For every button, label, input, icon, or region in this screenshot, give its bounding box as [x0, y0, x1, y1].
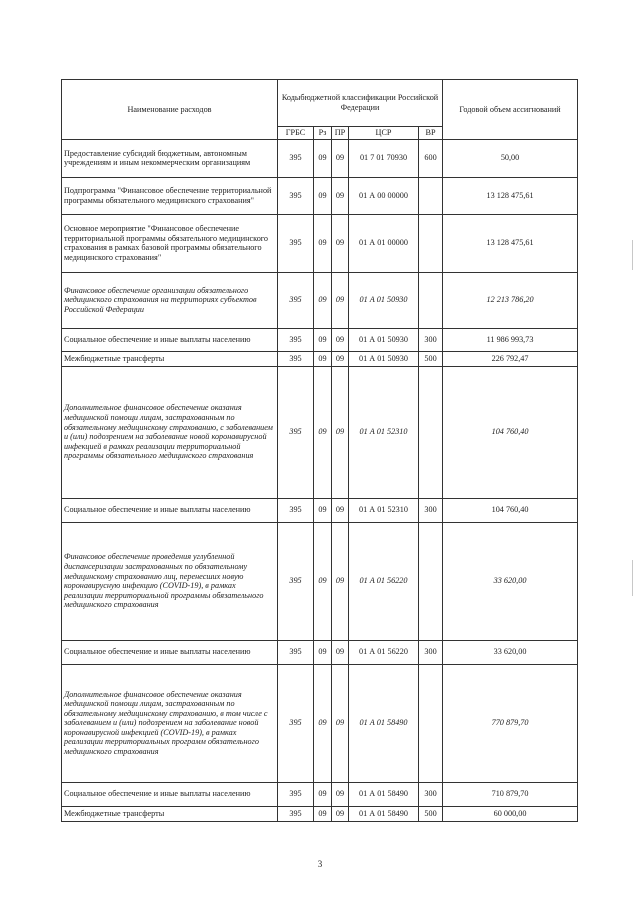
rz-code: 09 — [314, 522, 332, 640]
header-grbs: ГРБС — [278, 127, 314, 140]
vr-code — [419, 214, 443, 272]
amount: 33 620,00 — [443, 522, 578, 640]
header-volume: Годовой объем ассигнований — [443, 80, 578, 140]
header-vr: ВР — [419, 127, 443, 140]
vr-code: 600 — [419, 139, 443, 177]
pr-code: 09 — [332, 177, 349, 214]
table-row — [62, 522, 578, 640]
csr-code: 01 А 01 50930 — [349, 272, 419, 328]
grbs-code: 395 — [278, 498, 314, 522]
pr-code: 09 — [332, 664, 349, 782]
rz-code: 09 — [314, 806, 332, 821]
table-header — [62, 80, 578, 140]
table-row — [62, 328, 578, 351]
table-row — [62, 351, 578, 366]
csr-code: 01 А 01 58490 — [349, 782, 419, 806]
grbs-code: 395 — [278, 351, 314, 366]
rz-code: 09 — [314, 139, 332, 177]
vr-code: 500 — [419, 806, 443, 821]
grbs-code: 395 — [278, 522, 314, 640]
amount: 11 986 993,73 — [443, 328, 578, 351]
table-row — [62, 272, 578, 328]
rz-code: 09 — [314, 328, 332, 351]
grbs-code: 395 — [278, 328, 314, 351]
table-row — [62, 498, 578, 522]
pr-code: 09 — [332, 782, 349, 806]
table-row — [62, 366, 578, 498]
amount: 12 213 786,20 — [443, 272, 578, 328]
rz-code: 09 — [314, 664, 332, 782]
csr-code: 01 А 01 50930 — [349, 328, 419, 351]
vr-code: 300 — [419, 640, 443, 664]
table-row — [62, 214, 578, 272]
row-name: Социальное обеспечение и иные выплаты населению — [62, 782, 278, 806]
grbs-code: 395 — [278, 782, 314, 806]
csr-code: 01 А 01 56220 — [349, 640, 419, 664]
vr-code — [419, 522, 443, 640]
vr-code: 300 — [419, 328, 443, 351]
vr-code — [419, 272, 443, 328]
header-pr: ПР — [332, 127, 349, 140]
vr-code — [419, 664, 443, 782]
grbs-code: 395 — [278, 640, 314, 664]
amount: 13 128 475,61 — [443, 177, 578, 214]
row-name: Социальное обеспечение и иные выплаты населению — [62, 328, 278, 351]
table-row — [62, 177, 578, 214]
pr-code: 09 — [332, 139, 349, 177]
row-name: Предоставление субсидий бюджетным, автономным учреждениям и иным некоммерческим организациям — [62, 139, 278, 177]
row-name: Социальное обеспечение и иные выплаты населению — [62, 640, 278, 664]
pr-code: 09 — [332, 498, 349, 522]
header-name: Наименование расходов — [62, 80, 278, 140]
grbs-code: 395 — [278, 139, 314, 177]
header-csr: ЦСР — [349, 127, 419, 140]
table-row — [62, 664, 578, 782]
header-codes: Кодыбюджетной классификации Российской Федерации — [278, 80, 443, 127]
amount: 104 760,40 — [443, 366, 578, 498]
vr-code: 300 — [419, 498, 443, 522]
row-name: Социальное обеспечение и иные выплаты населению — [62, 498, 278, 522]
row-name: Дополнительное финансовое обеспечение оказания медицинской помощи лицам, застрахованным по обязательному медицинскому страхованию, с заболеванием и (или) подозрением на заболевание новой коронавирусной инфекцией в рамках реализации территориальной программы обязательного медицинского страхования — [62, 366, 278, 498]
table-row — [62, 640, 578, 664]
csr-code: 01 А 01 56220 — [349, 522, 419, 640]
table-body — [62, 139, 578, 821]
vr-code: 500 — [419, 351, 443, 366]
amount: 226 792,47 — [443, 351, 578, 366]
amount: 60 000,00 — [443, 806, 578, 821]
amount: 104 760,40 — [443, 498, 578, 522]
scan-edge-mark — [632, 560, 633, 596]
amount: 13 128 475,61 — [443, 214, 578, 272]
row-name: Дополнительное финансовое обеспечение оказания медицинской помощи лицам, застрахованным по обязательному медицинскому страхованию, в том числе с заболеванием и (или) подозрением на заболевание новой коронавирусной инфекцией (COVID-19), в рамках реализации территориальных программ обязательного медицинского страхования — [62, 664, 278, 782]
rz-code: 09 — [314, 177, 332, 214]
csr-code: 01 А 01 52310 — [349, 366, 419, 498]
header-rz: Рз — [314, 127, 332, 140]
amount: 770 879,70 — [443, 664, 578, 782]
vr-code — [419, 177, 443, 214]
row-name: Основное мероприятие "Финансовое обеспечение территориальной программы обязательного медицинского страхования в рамках базовой программы обязательного медицинского страхования" — [62, 214, 278, 272]
pr-code: 09 — [332, 351, 349, 366]
rz-code: 09 — [314, 366, 332, 498]
vr-code — [419, 366, 443, 498]
grbs-code: 395 — [278, 177, 314, 214]
row-name: Межбюджетные трансферты — [62, 351, 278, 366]
rz-code: 09 — [314, 351, 332, 366]
csr-code: 01 А 00 00000 — [349, 177, 419, 214]
table-row — [62, 806, 578, 821]
rz-code: 09 — [314, 498, 332, 522]
pr-code: 09 — [332, 328, 349, 351]
csr-code: 01 А 01 52310 — [349, 498, 419, 522]
pr-code: 09 — [332, 522, 349, 640]
pr-code: 09 — [332, 366, 349, 498]
pr-code: 09 — [332, 640, 349, 664]
vr-code: 300 — [419, 782, 443, 806]
csr-code: 01 А 01 50930 — [349, 351, 419, 366]
amount: 33 620,00 — [443, 640, 578, 664]
rz-code: 09 — [314, 214, 332, 272]
table-row — [62, 782, 578, 806]
row-name: Финансовое обеспечение организации обязательного медицинского страхования на территориях субъектов Российской Федерации — [62, 272, 278, 328]
rz-code: 09 — [314, 272, 332, 328]
scan-edge-mark — [632, 240, 633, 270]
rz-code: 09 — [314, 640, 332, 664]
amount: 50,00 — [443, 139, 578, 177]
rz-code: 09 — [314, 782, 332, 806]
table-row — [62, 139, 578, 177]
amount: 710 879,70 — [443, 782, 578, 806]
pr-code: 09 — [332, 806, 349, 821]
csr-code: 01 А 01 58490 — [349, 806, 419, 821]
row-name: Подпрограмма "Финансовое обеспечение территориальной программы обязательного медицинского страхования" — [62, 177, 278, 214]
page-number: 3 — [317, 859, 323, 869]
csr-code: 01 А 01 58490 — [349, 664, 419, 782]
grbs-code: 395 — [278, 214, 314, 272]
row-name: Межбюджетные трансферты — [62, 806, 278, 821]
grbs-code: 395 — [278, 366, 314, 498]
grbs-code: 395 — [278, 664, 314, 782]
budget-table — [61, 79, 578, 822]
csr-code: 01 7 01 70930 — [349, 139, 419, 177]
row-name: Финансовое обеспечение проведения углубленной диспансеризации застрахованных по обязательному медицинскому страхованию лиц, перенесших новую коронавирусную инфекцию (COVID-19), в рамках реализации территориальной программы обязательного медицинского страхования — [62, 522, 278, 640]
pr-code: 09 — [332, 214, 349, 272]
csr-code: 01 А 01 00000 — [349, 214, 419, 272]
pr-code: 09 — [332, 272, 349, 328]
grbs-code: 395 — [278, 272, 314, 328]
grbs-code: 395 — [278, 806, 314, 821]
